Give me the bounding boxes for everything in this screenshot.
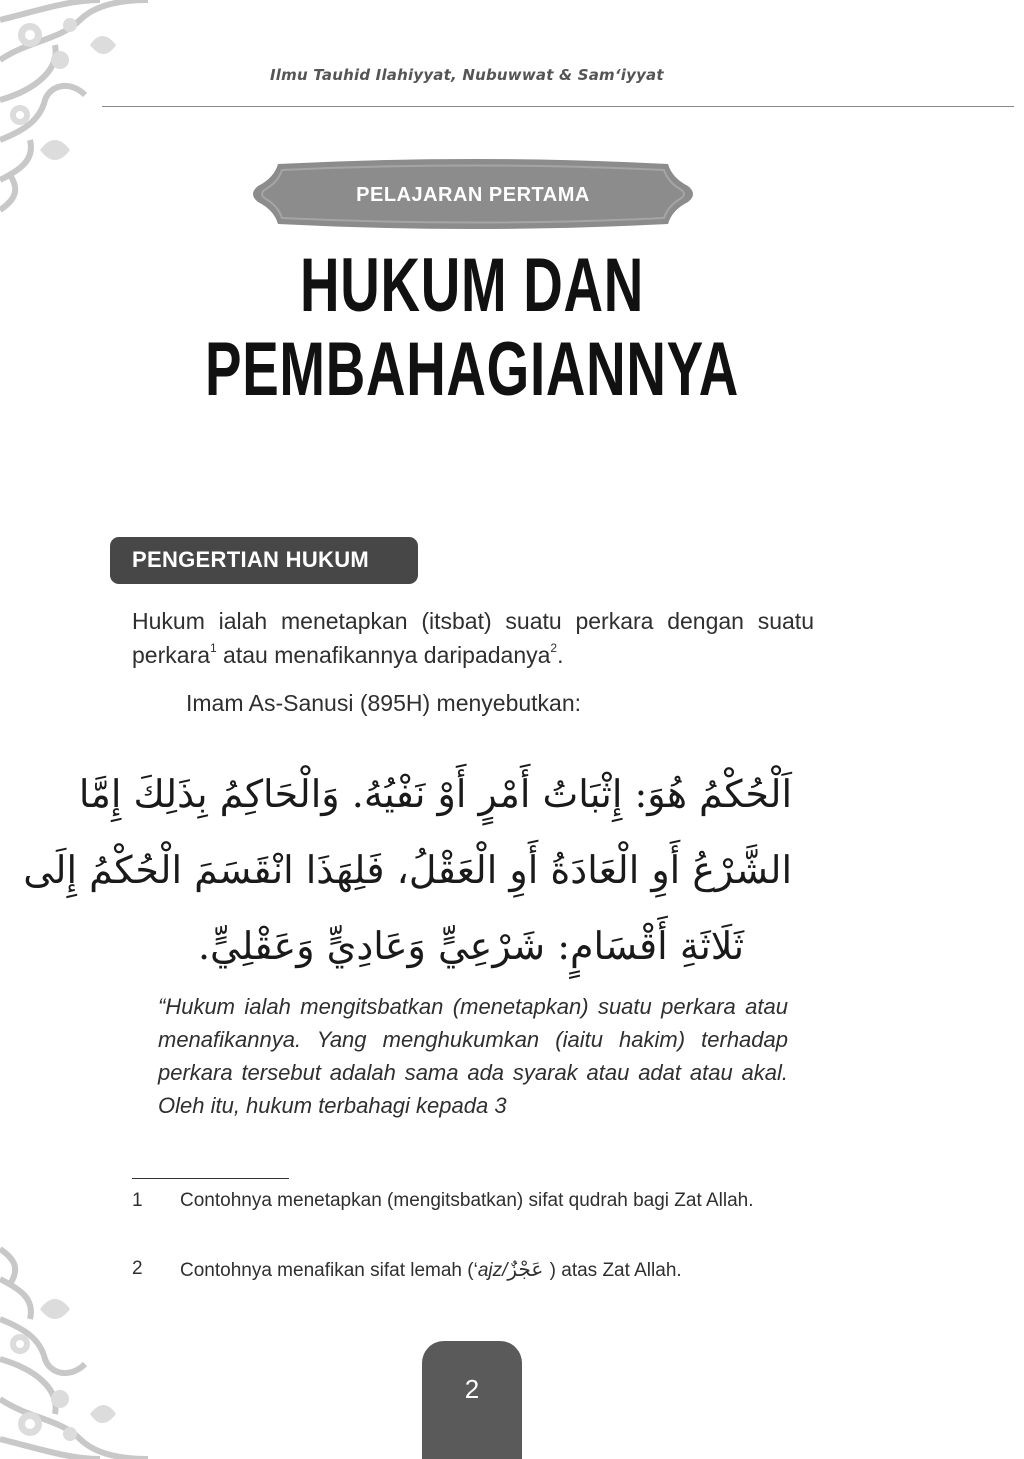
arabic-line-2: الشَّرْعُ أَوِ الْعَادَةُ أَوِ الْعَقْلُ، فَلِهَذَا انْقَسَمَ الْحُكْمُ إِلَى	[23, 848, 792, 892]
section-heading: PENGERTIAN HUKUM	[132, 547, 370, 572]
arabic-line-3: ثَلَاثَةِ أَقْسَامٍ: شَرْعِيٍّ وَعَادِيٍّ وَعَقْلِيٍّ.	[197, 924, 745, 968]
footnote-text: Contohnya menetapkan (mengitsbatkan) sifat qudrah bagi Zat Allah.	[180, 1190, 754, 1211]
chapter-title-line1: HUKUM DAN	[300, 243, 644, 328]
translation-quote: “Hukum ialah mengitsbatkan (menetapkan) suatu perkara atau menafikannya. Yang menghukumkan (iaitu hakim) terhadap perkara tersebut adalah sama ada syarak atau adat atau akal. Oleh itu, hukum terbahagi kepada 3	[158, 994, 788, 1118]
corner-ornament-bottom	[0, 1245, 150, 1459]
header-rule	[102, 106, 1014, 107]
definition-paragraph	[132, 604, 814, 672]
footnote-arabic-word: عَجْزٌ	[507, 1257, 550, 1281]
footnote-text-part: Contohnya menafikan sifat lemah (‘	[180, 1260, 478, 1281]
footnote-ref-2[interactable]: 2	[550, 641, 558, 656]
chapter-title-line2: PEMBAHAGIANNYA	[204, 327, 740, 412]
footnote-text-part: ) atas Zat Allah.	[549, 1260, 682, 1281]
footnote-number: 1	[132, 1190, 143, 1211]
corner-ornament-top	[0, 0, 150, 215]
arabic-line-1: اَلْحُكْمُ هُوَ: إِثْبَاتُ أَمْرٍ أَوْ نَفْيُهُ. وَالْحَاكِمُ بِذَلِكَ إِمَّا	[78, 772, 792, 816]
footnote-number: 2	[132, 1258, 143, 1279]
para-text: Hukum ialah menetapkan (itsbat) suatu perkara dengan suatu perkara	[132, 608, 814, 668]
lesson-label: PELAJARAN PERTAMA	[356, 184, 590, 206]
para-text: .	[557, 642, 564, 668]
quote-intro: Imam As-Sanusi (895H) menyebutkan:	[186, 690, 582, 716]
footnote-text-italic: ajz/	[477, 1260, 508, 1281]
footnote-text	[180, 1255, 814, 1285]
para-text: atau menafikannya daripadanya	[216, 642, 551, 668]
chapter-title	[204, 244, 740, 412]
running-header: Ilmu Tauhid Ilahiyyat, Nubuwwat & Sam‘iyyat	[270, 66, 664, 84]
footnote-ref-1[interactable]: 1	[209, 641, 217, 656]
footnote-rule	[132, 1178, 289, 1179]
page-number: 2	[464, 1374, 480, 1404]
